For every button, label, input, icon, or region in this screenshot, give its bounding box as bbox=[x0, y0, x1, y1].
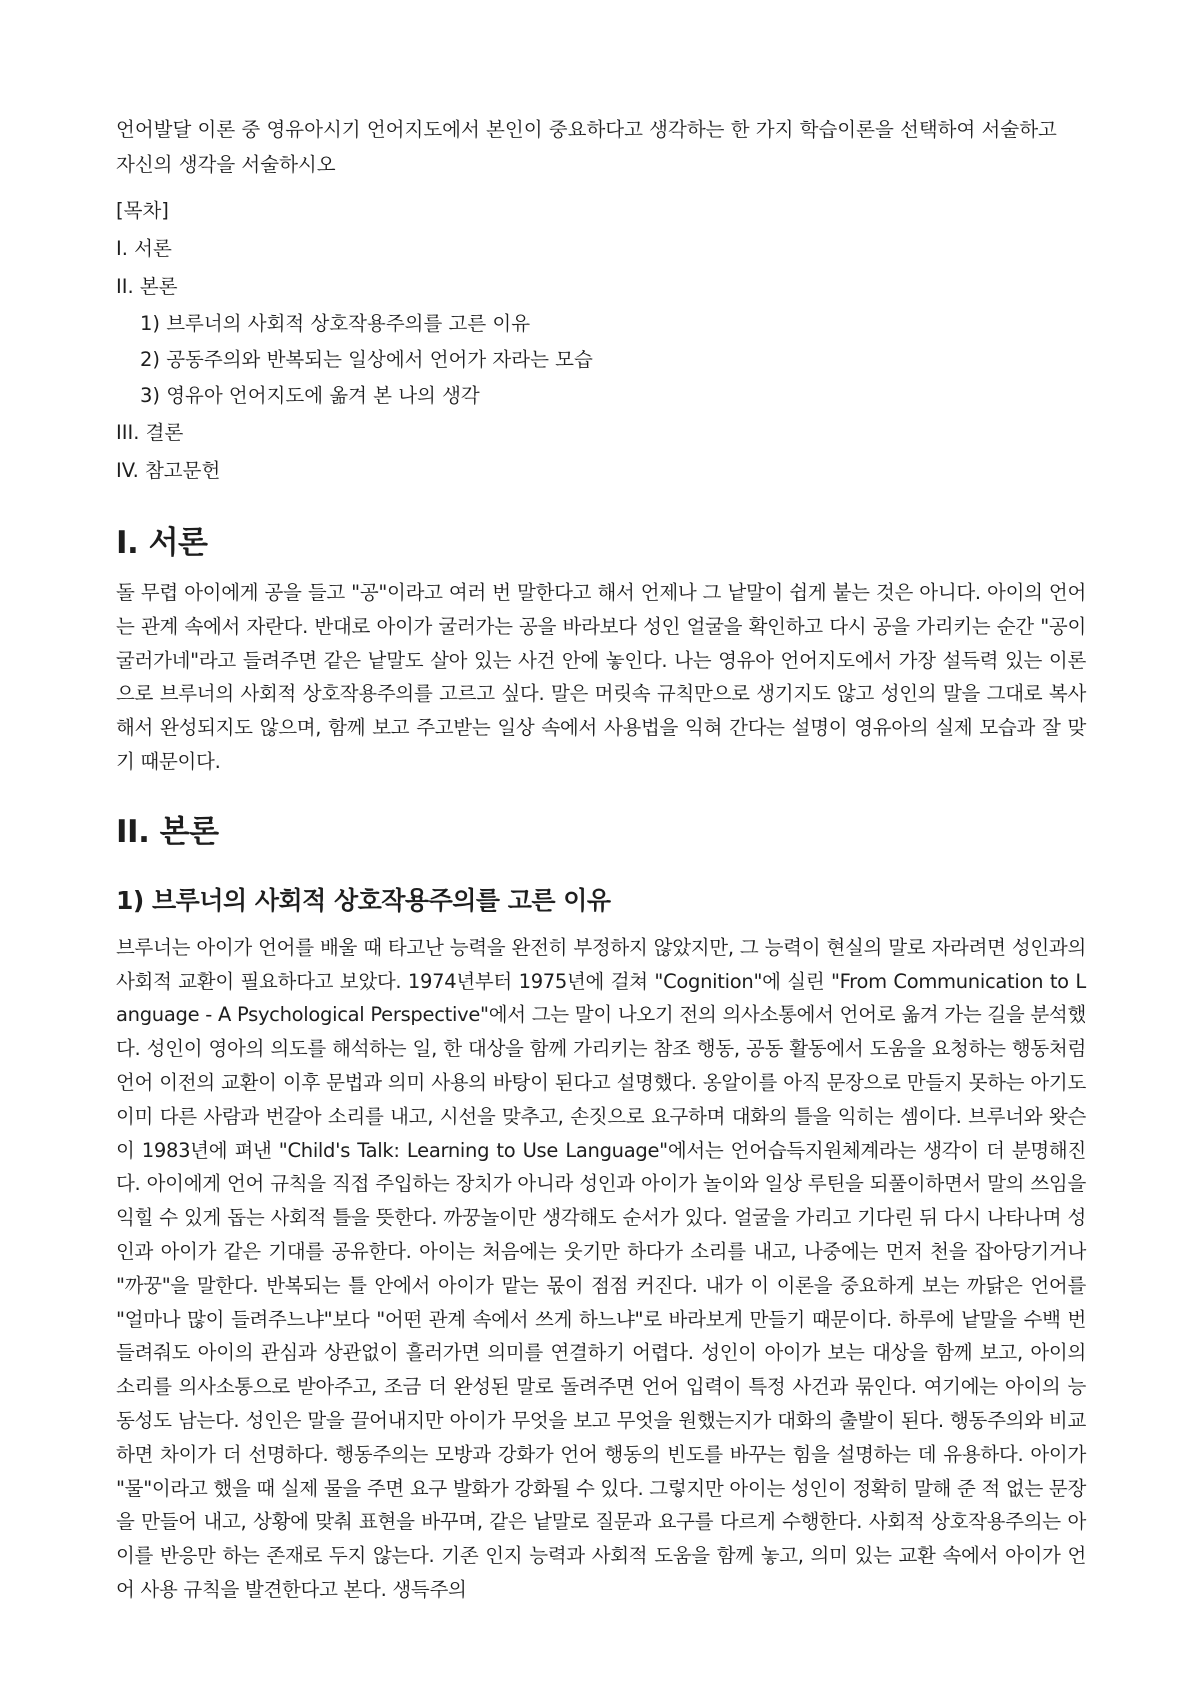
subsection-1-paragraph: 브루너는 아이가 언어를 배울 때 타고난 능력을 완전히 부정하지 않았지만, 그 능력이 현실의 말로 자라려면 성인과의 사회적 교환이 필요하다고 보았다. 1974년부터 1975년에 걸쳐 "Cognition"에 실린 "From Communication to Language - A Psychological Perspective"에서 그는 말이 나오기 전의 의사소통에서 언어로 옮겨 가는 길을 분석했다. 성인이 영아의 의도를 해석하는 일, 한 대상을 함께 가리키는 참조 행동, 공동 활동에서 도움을 요청하는 행동처럼 언어 이전의 교환이 이후 문법과 의미 사용의 바탕이 된다고 설명했다. 옹알이를 아직 문장으로 만들지 못하는 아기도 이미 다른 사람과 번갈아 소리를 내고, 시선을 맞추고, 손짓으로 요구하며 대화의 틀을 익히는 셈이다. 브루너와 왓슨이 1983년에 펴낸 "Child's Talk: Learning to Use Language"에서는 언어습득지원체계라는 생각이 더 분명해진다. 아이에게 언어 규칙을 직접 주입하는 장치가 아니라 성인과 아이가 놀이와 일상 루틴을 되풀이하면서 말의 쓰임을 익힐 수 있게 돕는 사회적 틀을 뜻한다. 까꿍놀이만 생각해도 순서가 있다. 얼굴을 가리고 기다린 뒤 다시 나타나며 성인과 아이가 같은 기대를 공유한다. 아이는 처음에는 웃기만 하다가 소리를 내고, 나중에는 먼저 천을 잡아당기거나 "까꿍"을 말한다. 반복되는 틀 안에서 아이가 맡는 몫이 점점 커진다. 내가 이 이론을 중요하게 보는 까닭은 언어를 "얼마나 많이 들려주느냐"보다 "어떤 관계 속에서 쓰게 하느냐"로 바라보게 만들기 때문이다. 하루에 낱말을 수백 번 들려줘도 아이의 관심과 상관없이 흘러가면 의미를 연결하기 어렵다. 성인이 아이가 보는 대상을 함께 보고, 아이의 소리를 의사소통으로 받아주고, 조금 더 완성된 말로 돌려주면 언어 입력이 특정 사건과 묶인다. 여기에는 아이의 능동성도 남는다. 성인은 말을 끌어내지만 아이가 무엇을 보고 무엇을 원했는지가 대화의 출발이 된다. 행동주의와 비교하면 차이가 더 선명하다. 행동주의는 모방과 강화가 언어 행동의 빈도를 바꾸는 힘을 설명하는 데 유용하다. 아이가 "물"이라고 했을 때 실제 물을 주면 요구 발화가 강화될 수 있다. 그렇지만 아이는 성인이 정확히 말해 준 적 없는 문장을 만들어 내고, 상황에 맞춰 표현을 바꾸며, 같은 낱말로 질문과 요구를 다르게 수행한다. 사회적 상호작용주의는 아이를 반응만 하는 존재로 두지 않는다. 기존 인지 능력과 사회적 도움을 함께 놓고, 의미 있는 교환 속에서 아이가 언어 사용 규칙을 발견한다고 본다. 생득주의 bbox=[116, 935, 1086, 1601]
toc-item-main-2: 2) 공동주의와 반복되는 일상에서 언어가 자라는 모습 bbox=[140, 348, 593, 371]
toc-heading: [목차] bbox=[116, 199, 169, 222]
toc-item-references: IV. 참고문헌 bbox=[116, 459, 221, 482]
toc-item-main-3: 3) 영유아 언어지도에 옮겨 본 나의 생각 bbox=[140, 384, 480, 407]
toc-item-main: II. 본론 bbox=[116, 275, 178, 298]
toc-item-main-1: 1) 브루너의 사회적 상호작용주의를 고른 이유 bbox=[140, 312, 531, 335]
toc-item-intro: I. 서론 bbox=[116, 237, 172, 260]
section-heading-main: II. 본론 bbox=[116, 813, 219, 850]
intro-paragraph: 돌 무렵 아이에게 공을 들고 "공"이라고 여러 번 말한다고 해서 언제나 그 낱말이 쉽게 붙는 것은 아니다. 아이의 언어는 관계 속에서 자란다. 반대로 아이가 굴러가는 공을 바라보다 성인 얼굴을 확인하고 다시 공을 가리키는 순간 "공이 굴러가네"라고 들려주면 같은 낱말도 살아 있는 사건 안에 놓인다. 나는 영유아 언어지도에서 가장 설득력 있는 이론으로 브루너의 사회적 상호작용주의를 고르고 싶다. 말은 머릿속 규칙만으로 생기지도 않고 성인의 말을 그대로 복사해서 완성되지도 않으며, 함께 보고 주고받는 일상 속에서 사용법을 익혀 간다는 설명이 영유아의 실제 모습과 잘 맞기 때문이다. bbox=[116, 581, 1086, 773]
table-of-contents bbox=[116, 192, 1086, 490]
toc-item-conclusion: III. 결론 bbox=[116, 421, 184, 444]
subsection-heading-1: 1) 브루너의 사회적 상호작용주의를 고른 이유 bbox=[116, 885, 611, 915]
assignment-prompt: 언어발달 이론 중 영유아시기 언어지도에서 본인이 중요하다고 생각하는 한 가지 학습이론을 선택하여 서술하고 자신의 생각을 서술하시오 bbox=[116, 118, 1057, 176]
section-heading-intro: I. 서론 bbox=[116, 525, 208, 561]
